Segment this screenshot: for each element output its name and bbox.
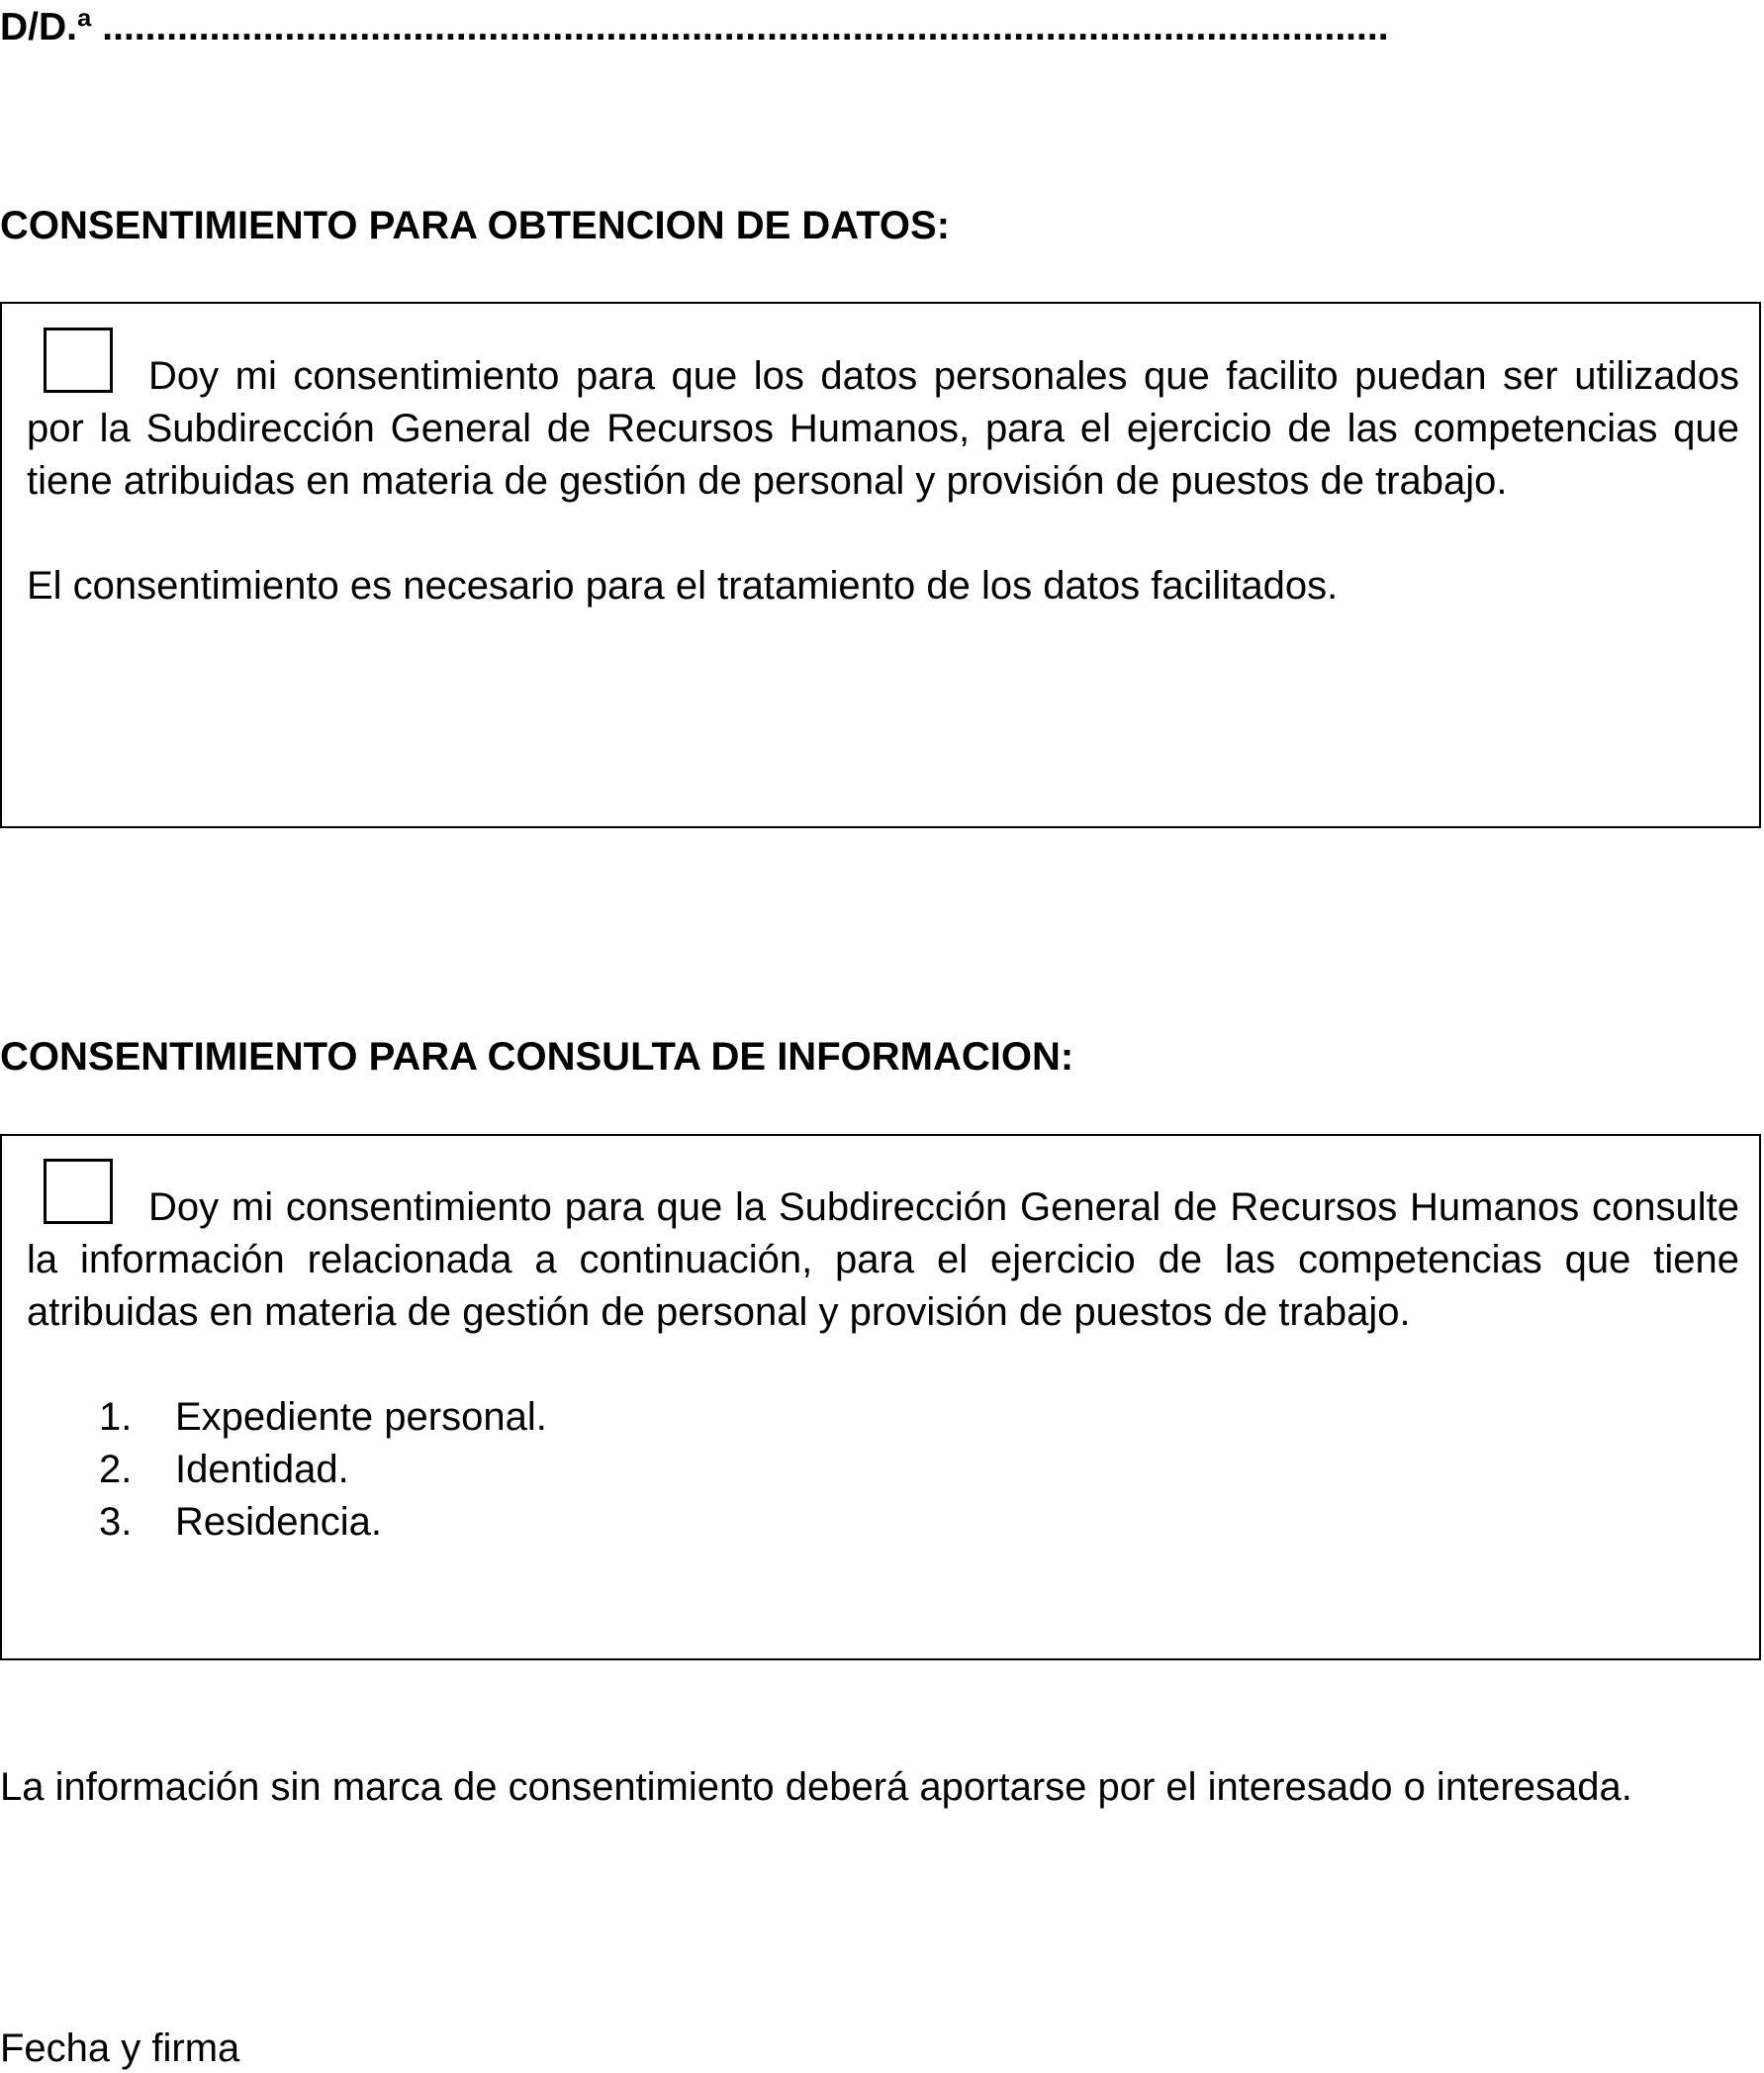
consent-box-consulta (0, 1134, 1761, 1660)
list-item-label: Identidad. (175, 1448, 349, 1491)
consent-body-consulta (27, 1159, 1739, 1549)
consent-text-consulta: Doy mi consentimiento para que la Subdirección General de Recursos Humanos consulte la información relacionada a continuación, para el ejercicio de las competencias que tiene atribuidas en materia de gestión de personal y provisión de puestos de trabajo. (27, 1185, 1739, 1334)
footer-note: La información sin marca de consentimiento deberá aportarse por el interesado o interesada. (0, 1765, 1632, 1809)
consent-text-obtencion: Doy mi consentimiento para que los datos personales que facilito puedan ser utilizados por la Subdirección General de Recursos Humanos, para el ejercicio de las competencias que tiene atribuidas en materia de gestión de personal y provisión de puestos de trabajo. (27, 354, 1739, 503)
information-list (27, 1391, 1739, 1549)
consent-body-obtencion (27, 328, 1739, 612)
list-item-number: 1. (99, 1395, 133, 1439)
consent-paragraph-consulta (27, 1159, 1739, 1339)
list-item-label: Residencia. (175, 1500, 383, 1544)
consent-paragraph-obtencion (27, 328, 1739, 508)
consent-note-obtencion: El consentimiento es necesario para el tratamiento de los datos facilitados. (27, 564, 1339, 608)
list-item-label: Expediente personal. (175, 1395, 547, 1439)
list-item (27, 1444, 1739, 1496)
list-item-number: 3. (99, 1500, 133, 1544)
list-item-number: 2. (99, 1448, 133, 1491)
list-item (27, 1391, 1739, 1444)
section-title-obtencion: CONSENTIMIENTO PARA OBTENCION DE DATOS: (0, 204, 951, 247)
signature-label: Fecha y firma (0, 2026, 240, 2070)
consent-checkbox-consulta[interactable] (44, 1159, 113, 1224)
name-field-line[interactable]: D/D.ª ........................................................................................................................ (0, 6, 1389, 48)
consent-box-obtencion (0, 302, 1761, 828)
consent-checkbox-obtencion[interactable] (44, 328, 113, 393)
section-title-consulta: CONSENTIMIENTO PARA CONSULTA DE INFORMACION: (0, 1035, 1074, 1079)
list-item (27, 1496, 1739, 1549)
